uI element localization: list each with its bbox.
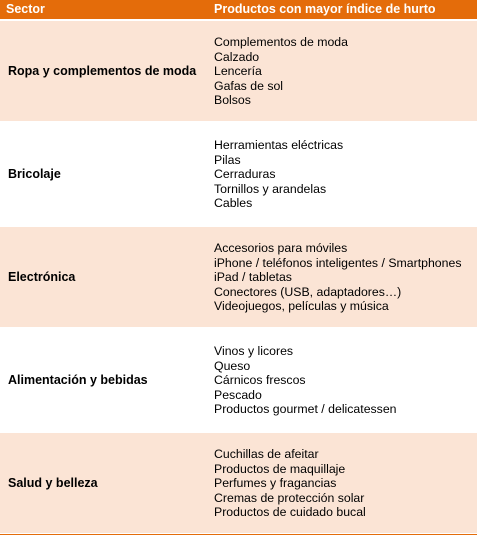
list-item: Cuchillas de afeitar: [214, 447, 319, 461]
list-item: Gafas de sol: [214, 78, 284, 93]
table-bottom-border: [0, 534, 477, 535]
list-item: Herramientas eléctricas: [214, 138, 344, 152]
list-item: Pilas: [214, 152, 241, 167]
list-item: Cárnicos frescos: [214, 373, 306, 388]
sector-label: Electrónica: [8, 270, 76, 284]
product-list: [214, 447, 366, 520]
list-item: Productos de maquillaje: [214, 461, 346, 476]
table-header: [0, 0, 477, 19]
table-row: [0, 433, 477, 533]
list-item: Complementos de moda: [214, 35, 348, 49]
list-item: Accesorios para móviles: [214, 241, 348, 255]
product-list: [214, 344, 397, 417]
list-item: Vinos y licores: [214, 344, 294, 358]
product-list: [214, 35, 348, 108]
header-products: Productos con mayor índice de hurto: [214, 2, 436, 16]
list-item: Lencería: [214, 64, 262, 79]
sector-label: Bricolaje: [8, 167, 61, 181]
list-item: Queso: [214, 358, 251, 373]
list-item: Pescado: [214, 387, 262, 402]
list-item: Cerraduras: [214, 167, 276, 182]
list-item: iPhone / teléfonos inteligentes / Smartphones: [214, 255, 462, 270]
sector-label: Alimentación y bebidas: [8, 373, 148, 387]
product-list: [214, 138, 343, 211]
list-item: Conectores (USB, adaptadores…): [214, 284, 402, 299]
list-item: Cables: [214, 196, 253, 211]
list-item: Perfumes y fragancias: [214, 476, 337, 491]
table-row: [0, 21, 477, 121]
list-item: Tornillos y arandelas: [214, 181, 327, 196]
sector-label: Salud y belleza: [8, 476, 98, 490]
list-item: Productos de cuidado bucal: [214, 505, 366, 520]
product-list: [214, 241, 461, 314]
sector-label: Ropa y complementos de moda: [8, 64, 197, 78]
list-item: Productos gourmet / delicatessen: [214, 402, 397, 417]
table-row: [0, 124, 477, 224]
list-item: Bolsos: [214, 93, 251, 108]
table-row: [0, 227, 477, 327]
list-item: iPad / tabletas: [214, 270, 292, 285]
header-sector: Sector: [6, 2, 45, 16]
list-item: Cremas de protección solar: [214, 490, 365, 505]
list-item: Calzado: [214, 49, 260, 64]
list-item: Videojuegos, películas y música: [214, 299, 389, 314]
table-row: [0, 330, 477, 430]
